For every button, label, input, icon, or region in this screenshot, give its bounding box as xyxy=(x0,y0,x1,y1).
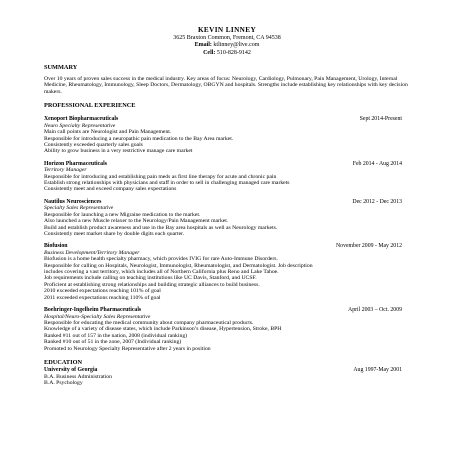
job-duty: Responsible for calling on Hospitals, Neurologist, Immunologist, Rheumatologist, and Dermatologist. Job description xyxy=(44,262,313,269)
job-duty: Ranked #11 out of 157 in the nation, 2008 (individual ranking) xyxy=(44,332,188,339)
education-dates: Aug 1997-May 2001 xyxy=(353,367,402,374)
job-company: Xenoport Biopharmaceuticals xyxy=(44,116,119,123)
email-label: Email: xyxy=(194,42,212,48)
job-title: Specialty Sales Representative xyxy=(44,205,114,212)
job-duty: 2011 exceeded expectations reaching 110% of goal xyxy=(44,294,161,301)
cell-value: 510-828-9142 xyxy=(216,49,251,56)
job-duty: Consistently exceeded quarterly sales goals xyxy=(44,141,143,148)
job-entry xyxy=(44,307,410,352)
summary-heading: SUMMARY xyxy=(44,64,78,71)
job-duty: Responsible for launching a new Migraine medication to the market. xyxy=(44,211,201,218)
job-duty: 2010 exceeded expectations reaching 101% of goal xyxy=(44,288,161,295)
job-head xyxy=(44,161,410,168)
degree: B.A. Business Administration xyxy=(44,373,112,380)
job-duty: Main call points are Neurologist and Pain Management. xyxy=(44,129,172,136)
job-duty: Ranked #10 out of 51 in the zone, 2007 (Individual ranking) xyxy=(44,339,182,346)
job-company: Biofusion xyxy=(44,243,68,250)
job-company: Nautilus Neurosciences xyxy=(44,198,102,205)
experience-heading: PROFESSIONAL EXPERIENCE xyxy=(44,102,136,110)
job-head xyxy=(44,199,410,206)
job-entry xyxy=(44,243,410,301)
job-entry xyxy=(44,116,410,155)
job-duty: Establish strong relationships with physicians and staff in order to sell in challenging managed care markets xyxy=(44,180,290,187)
job-duty: Ability to grow business in a very restrictive manage care market xyxy=(44,148,193,155)
education-heading: EDUCATION xyxy=(44,359,83,367)
cell-line xyxy=(44,50,410,58)
job-company: Boehringer-Ingelheim Pharmaceuticals xyxy=(44,307,142,314)
address: 3625 Braxton Common, Fremont, CA 94538 xyxy=(173,34,281,41)
job-duty: includes covering a vast territory, which includes all of Northern California plus Reno and Lake Tahoe. xyxy=(44,269,279,276)
email-value: ktlinney@live.com xyxy=(213,42,260,48)
job-duty: Responsible for introducing a neuropathic pain medication to the Bay Area market. xyxy=(44,135,234,142)
education-head xyxy=(44,367,410,374)
cell-label: Cell: xyxy=(203,49,216,56)
job-entry xyxy=(44,161,410,193)
job-head xyxy=(44,307,410,314)
degree: B.A. Psychology xyxy=(44,380,83,387)
job-duty: Consistently meet market share by double digits each quarter. xyxy=(44,230,185,237)
summary-text: Over 10 years of proven sales success in the medical industry. Key areas of focus: Neurology, Cardiology, Pulmonary, Pain Management, Urology, Internal Medicine, Rheumatology, Immunology, Sleep Doctors, Dermatology, OBGYN and hospitals. Strengths include establishing key relationships with key decision makers. xyxy=(44,76,408,95)
job-head xyxy=(44,243,410,250)
job-duty: Build and establish product awareness and use in the Bay area hospitals as well as Neurology markets. xyxy=(44,224,278,231)
job-duty: Biofusion is a home health specialty pharmacy, which provides IVIG for rare Auto-Immune Disorders. xyxy=(44,256,278,263)
job-dates: Dec 2012 - Dec 2013 xyxy=(352,198,402,205)
email-line xyxy=(44,42,410,50)
job-title: Business Development/Territory Manager xyxy=(44,249,140,256)
job-duty: Proficient at establishing strong relationships and building strategic alliances to build business. xyxy=(44,281,260,288)
job-duty: Responsible for introducing and establishing pain meds as first line therapy for acute and chronic pain xyxy=(44,173,277,180)
job-title: Territory Manager xyxy=(44,167,87,174)
job-title: Neuro Specialty Representative xyxy=(44,122,116,129)
candidate-name: KEVIN LINNEY xyxy=(197,26,257,34)
job-duty: Promoted to Neurology Specialty Representative after 2 years in position xyxy=(44,345,211,352)
job-company: Horizon Pharmaceuticals xyxy=(44,160,107,167)
job-entry xyxy=(44,199,410,238)
resume-header xyxy=(44,27,410,57)
job-duty: Also launched a new Muscle relaxer to the Neurology/Pain Management market. xyxy=(44,218,229,225)
job-title: Hospital/Neuro-Specialty Sales Representative xyxy=(44,313,151,320)
job-head xyxy=(44,116,410,123)
job-duty: Knowledge of a variety of disease states, which include Parkinson’s disease, Hypertension, Stroke, BPH xyxy=(44,326,282,333)
job-dates: Sept 2014-Present xyxy=(359,116,402,123)
job-duty: Job requirements include calling on teaching institutions like UC Davis, Stanford, and UCSF. xyxy=(44,275,257,282)
job-dates: April 2003 – Oct. 2009 xyxy=(348,307,402,314)
job-duty: Consistently meet and exceed company sales expectations xyxy=(44,186,177,193)
job-dates: November 2009 - May 2012 xyxy=(335,243,402,250)
school-name: University of Georgia xyxy=(44,367,98,374)
job-duty: Responsible for educating the medical community about company pharmaceutical products. xyxy=(44,319,254,326)
job-dates: Feb 2014 - Aug 2014 xyxy=(352,160,402,167)
